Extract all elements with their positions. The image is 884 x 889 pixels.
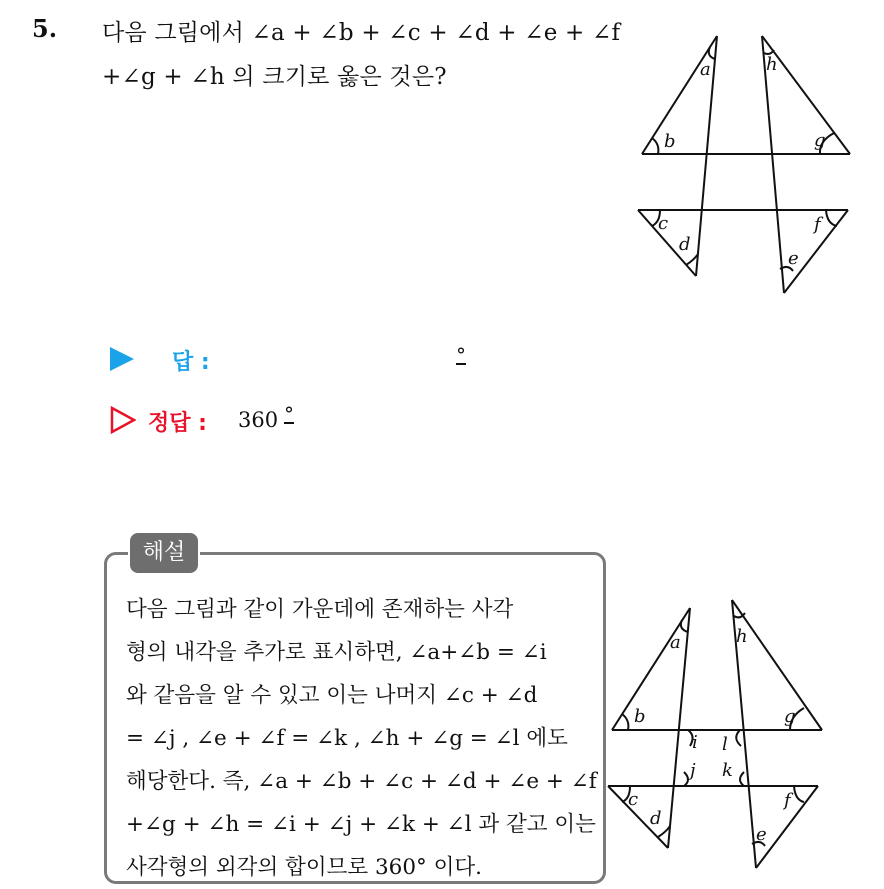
label-a: a (670, 632, 681, 653)
question-number: 5. (32, 14, 58, 43)
label-b: b (664, 131, 676, 152)
label-e: e (788, 248, 799, 269)
explanation-line-2: 형의 내각을 추가로 표시하면, ∠a+∠b = ∠i (126, 640, 547, 665)
left-upper-side (642, 36, 717, 154)
label-g: g (814, 130, 826, 151)
angle-f-arc (826, 210, 837, 226)
right-upper-side (732, 600, 822, 730)
answer-label: 답 : (172, 350, 210, 375)
explanation-tag: 해설 (128, 531, 200, 575)
label-a: a (700, 59, 711, 80)
label-e: e (756, 824, 767, 845)
angle-j-arc (684, 772, 688, 786)
label-f: f (784, 790, 791, 811)
angle-b-arc (652, 138, 658, 154)
angle-f-arc (794, 786, 804, 802)
label-f: f (814, 214, 821, 235)
label-d: d (650, 808, 662, 829)
angle-a-arc (681, 620, 688, 632)
label-b: b (634, 706, 646, 727)
answer-row (110, 343, 530, 375)
explanation-line-1: 다음 그림과 같이 가운데에 존재하는 사각 (126, 597, 514, 622)
label-h: h (736, 626, 748, 647)
explanation-line-4: = ∠j , ∠e + ∠f = ∠k , ∠h + ∠g = ∠l 에도 (126, 726, 568, 751)
label-d: d (679, 234, 691, 255)
label-i: i (692, 732, 698, 753)
angle-a-arc (709, 47, 715, 59)
correct-answer-row (110, 404, 530, 436)
question-text-line-1: 다음 그림에서 ∠a + ∠b + ∠c + ∠d + ∠e + ∠f (102, 20, 621, 46)
question-text-line-2: +∠g + ∠h 의 크기로 옳은 것은? (102, 64, 447, 90)
label-c: c (658, 213, 669, 234)
label-h: h (766, 54, 778, 75)
correct-value: 360 (238, 408, 279, 432)
answer-unit: ° (456, 343, 466, 367)
label-l: l (722, 734, 728, 755)
explanation-text (126, 588, 597, 889)
angle-l-arc (736, 730, 741, 746)
label-j: j (690, 760, 696, 781)
explanation-figure (604, 596, 830, 880)
angle-k-arc (740, 772, 744, 786)
explanation-line-6: +∠g + ∠h = ∠i + ∠j + ∠k + ∠l 과 같고 이는 (126, 812, 596, 837)
play-icon (110, 347, 134, 371)
correct-unit: ° (284, 402, 294, 426)
explanation-line-5: 해당한다. 즉, ∠a + ∠b + ∠c + ∠d + ∠e + ∠f (126, 769, 597, 794)
play-outline-icon (110, 406, 136, 434)
label-c: c (628, 789, 639, 810)
angle-b-arc (622, 714, 628, 730)
explanation-line-7: 사각형의 외각의 합이므로 360° 이다. (126, 855, 482, 880)
left-upper-side (612, 608, 690, 730)
correct-label: 정답 : (148, 411, 207, 436)
label-g: g (784, 706, 796, 727)
explanation-line-3: 와 같음을 알 수 있고 이는 나머지 ∠c + ∠d (126, 683, 538, 708)
question-figure (630, 28, 860, 300)
label-k: k (722, 760, 733, 781)
